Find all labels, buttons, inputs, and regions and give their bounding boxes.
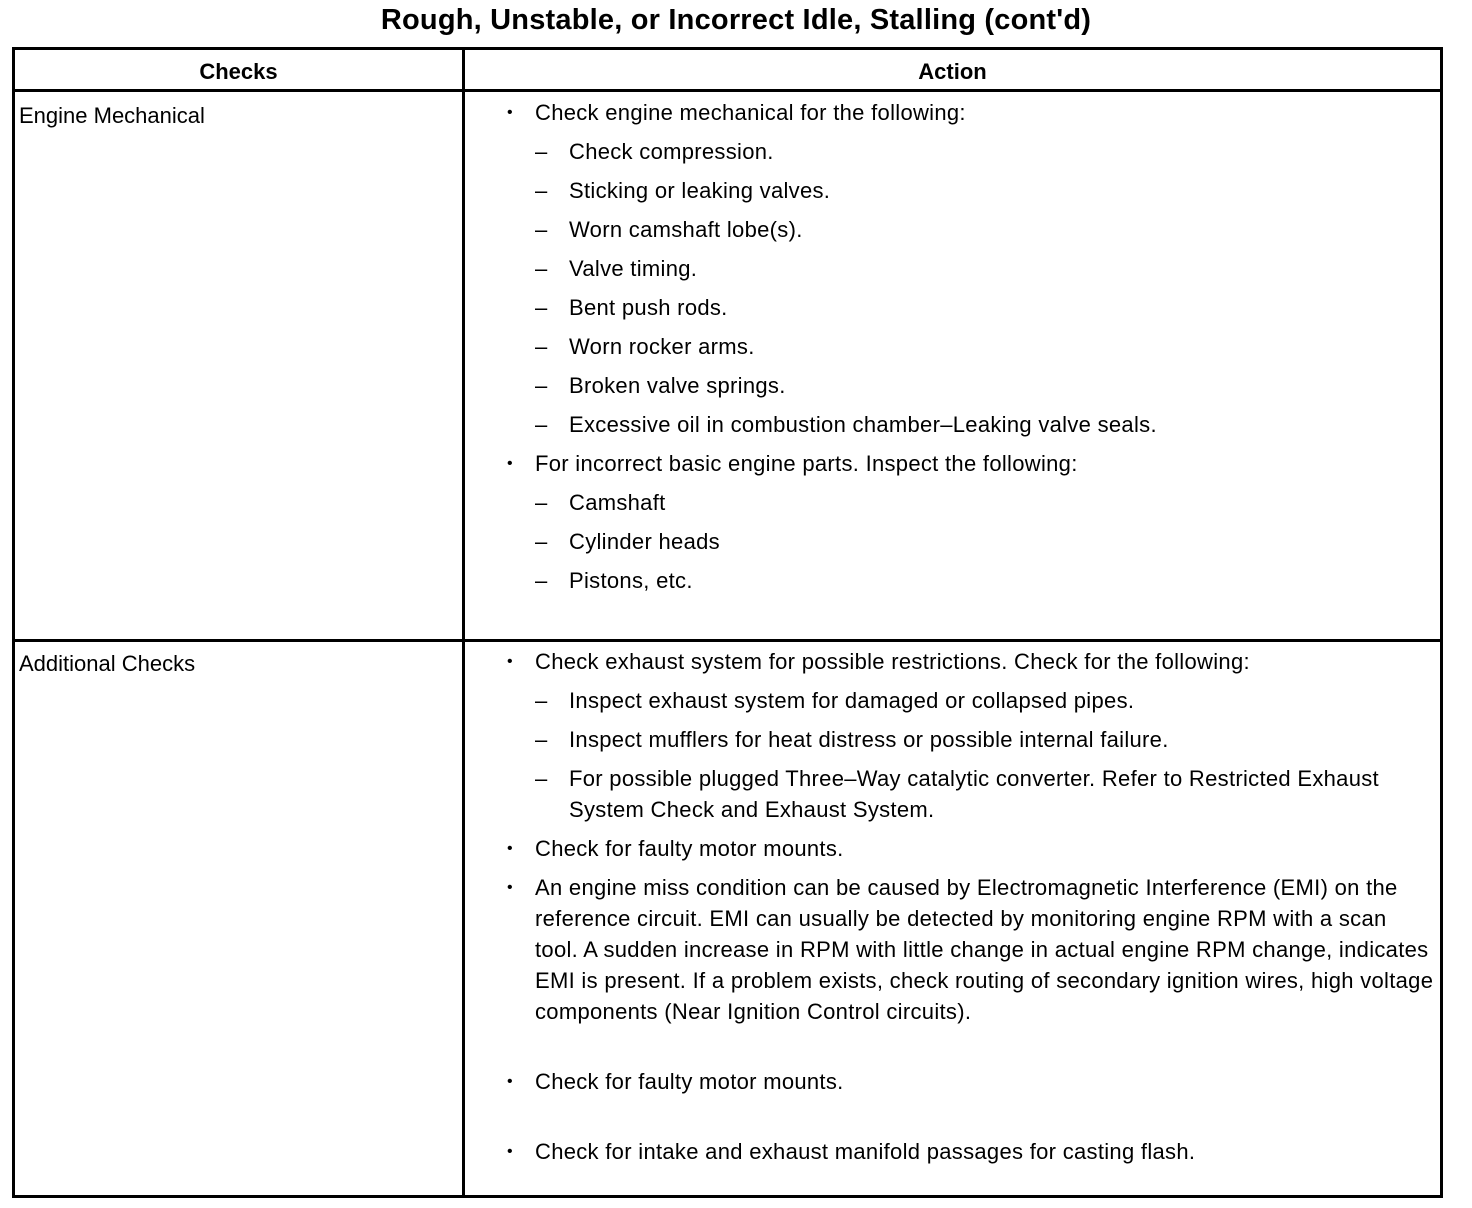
bullet-marker: • [507, 1073, 513, 1090]
diagnostic-table: Checks Action Engine Mechanical • Check engine mechanical for the following: – Check compression. – Sticking or leaking valves. – Worn camshaft lobe(s). – Valve timing. – Bent push rods. – Worn rocker arms. – Broken valve springs. – Excessive oil in combustion chamber–Leaking valve seals. • For incorrect basic engine parts. Inspect the following: – Camshaft – Cylinder heads – Pistons, etc. Additional Checks • Check exhaust system for possible restrictions. Check for the following: – Inspect exhaust system for damaged or collapsed pipes. – Inspect mufflers for heat distress or possible internal failure. – For possible plugged Three–Way catalytic converter. Refer to Restricted Exhaust System Check and Exhaust System. • Check for faulty motor mounts. • An engine miss condition can be caused by Electromagnetic Interference (EMI) on the reference circuit. EMI can usually be detected by monitoring engine RPM with a scan tool. A sudden increase in RPM with little change in actual engine RPM change, indicates EMI is present. If a problem exists, check routing of secondary ignition wires, high voltage components (Near Ignition Control circuits). • Check for faulty motor mounts. • Check for intake and exhaust manifold passages for casting flash. [12, 47, 1443, 1198]
page-title: Rough, Unstable, or Incorrect Idle, Stalling (cont'd) [380, 4, 1092, 36]
dash-marker: – [535, 688, 548, 713]
bullet-marker: • [507, 104, 513, 121]
dash-marker: – [535, 373, 548, 398]
dash-marker: – [535, 334, 548, 359]
bullet-marker: • [507, 840, 513, 857]
dash-marker: – [535, 412, 548, 437]
column-divider [462, 50, 465, 1195]
dash-marker: – [535, 490, 548, 515]
bullet-marker: • [507, 455, 513, 472]
dash-marker: – [535, 256, 548, 281]
header-divider [15, 89, 1440, 92]
dash-marker: – [535, 139, 548, 164]
dash-marker: – [535, 217, 548, 242]
row-check-label: Engine Mechanical [19, 103, 205, 128]
action-column-header: Action [918, 59, 987, 84]
bullet-marker: • [507, 879, 513, 896]
dash-marker: – [535, 568, 548, 593]
bullet-marker: • [507, 653, 513, 670]
bullet-marker: • [507, 1143, 513, 1160]
dash-marker: – [535, 727, 548, 752]
dash-marker: – [535, 766, 548, 791]
dash-marker: – [535, 529, 548, 554]
checks-column-header: Checks [199, 59, 278, 84]
row-check-label: Additional Checks [19, 651, 196, 676]
row-divider [15, 639, 1440, 642]
dash-marker: – [535, 295, 548, 320]
dash-marker: – [535, 178, 548, 203]
